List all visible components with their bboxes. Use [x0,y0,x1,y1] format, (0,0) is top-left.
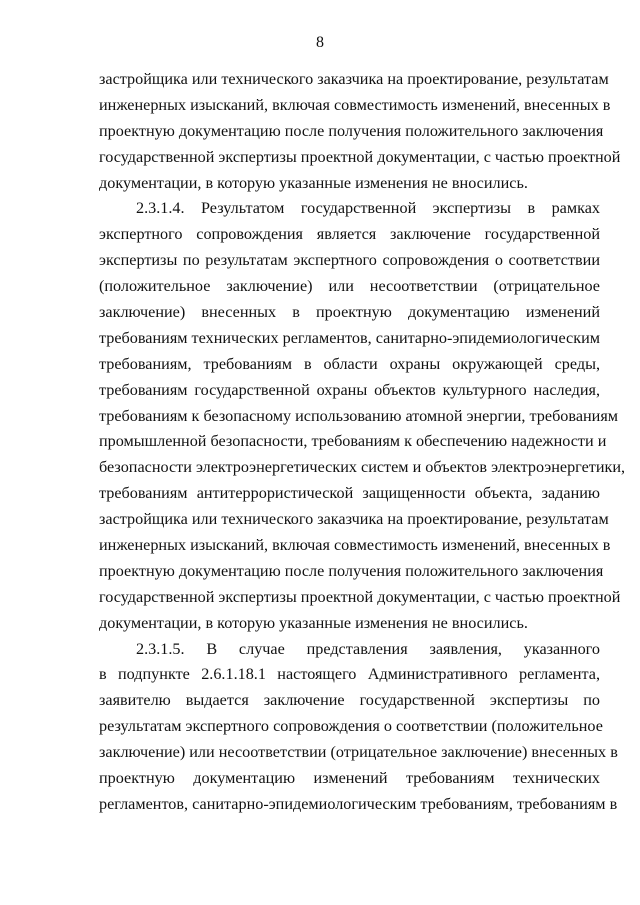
text-line: проектную документацию после получения положительного заключения [99,121,604,140]
text-line: документации, в которую указанные изменения не вносились. [99,613,528,632]
text-line: требованиям к безопасному использованию атомной энергии, требованиям [99,406,619,425]
text-line: экспертного сопровождения является заключение государственной [99,225,600,244]
text-line: государственной экспертизы проектной документации, с частью проектной [99,587,621,606]
text-line: требованиям, требованиям в области охраны окружающей среды, [99,354,600,373]
text-line: промышленной безопасности, требованиям к обеспечению надежности и [99,432,607,451]
text-line: экспертизы по результатам экспертного сопровождения о соответствии [99,251,600,270]
text-line: заявителю выдается заключение государственной экспертизы по [99,691,600,710]
paragraph-2-3-1-5-first-line: 2.3.1.5. В случае представления заявления, указанного [136,639,600,658]
text-line: государственной экспертизы проектной документации, с частью проектной [99,147,621,166]
text-line: в подпункте 2.6.1.18.1 настоящего Административного регламента, [99,665,600,684]
text-line: требованиям государственной охраны объектов культурного наследия, [99,380,600,399]
body-text [99,67,626,818]
text-line: заключение) внесенных в проектную документацию изменений [99,303,600,322]
text-line: безопасности электроэнергетических систем и объектов электроэнергетики, [99,458,626,477]
text-line: регламентов, санитарно-эпидемиологическим требованиям, требованиям в [99,794,618,813]
page-number: 8 [316,34,324,51]
text-line: проектную документацию изменений требованиям технических [99,769,600,788]
text-line: требованиям технических регламентов, санитарно-эпидемиологическим [99,328,600,347]
text-line: результатам экспертного сопровождения о соответствии (положительное [99,717,603,736]
paragraph-2-3-1-4-first-line: 2.3.1.4. Результатом государственной экспертизы в рамках [136,199,600,218]
text-line: застройщика или технического заказчика на проектирование, результатам [99,70,609,88]
text-line: документации, в которую указанные изменения не вносились. [99,173,528,192]
text-line: проектную документацию после получения положительного заключения [99,561,604,580]
text-line: (положительное заключение) или несоответствии (отрицательное [99,277,600,296]
text-line: инженерных изысканий, включая совместимость изменений, внесенных в [99,95,611,114]
text-line: требованиям антитеррористической защищенности объекта, заданию [99,484,600,503]
text-line: инженерных изысканий, включая совместимость изменений, внесенных в [99,536,611,555]
text-line: застройщика или технического заказчика на проектирование, результатам [99,510,609,529]
text-line: заключение) или несоответствии (отрицательное заключение) внесенных в [99,743,618,762]
